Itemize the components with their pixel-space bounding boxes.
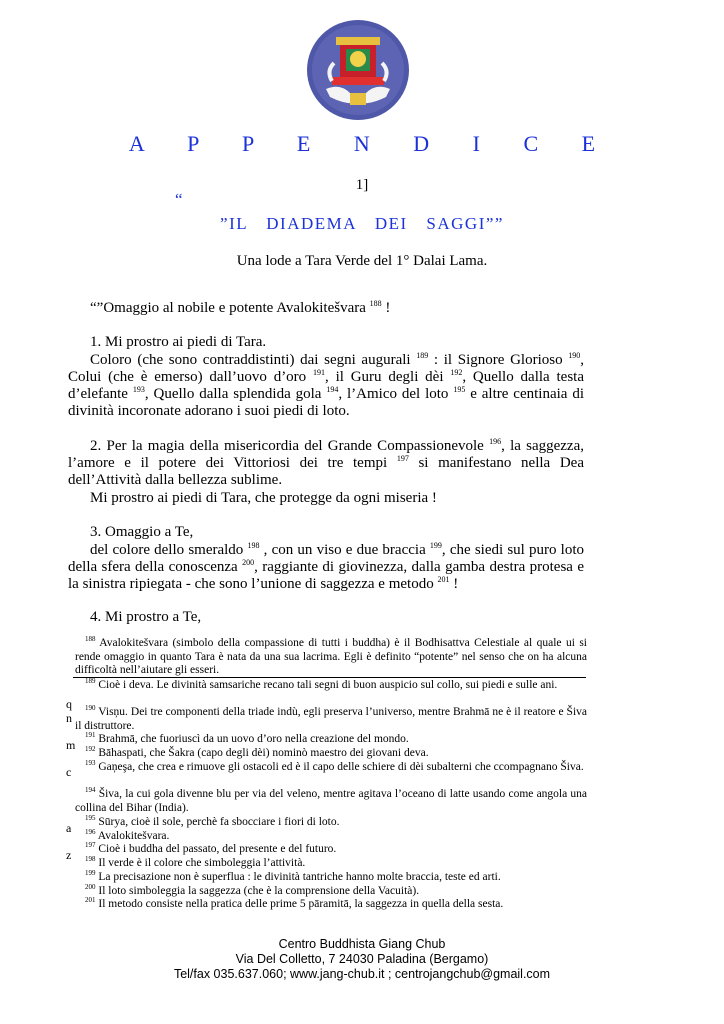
section-number: 1] [355, 177, 369, 193]
verse-1-heading: 1. Mi prostro ai piedi di Tara. [90, 334, 267, 350]
footer-org: Centro Buddhista Giang Chub [278, 937, 446, 951]
subtitle: ”IL DIADEMA DEI SAGGI”” [220, 214, 504, 233]
verse-3-heading: 3. Omaggio a Te, [90, 524, 194, 540]
omaggio-line: “”Omaggio al nobile e potente Avalokitešvara $^{188}$ ! [90, 299, 391, 316]
footnote-199: $^{199}$ La precisazione non è superflua : le divinità tantriche hanno molte braccia, teste ed arti. [85, 869, 501, 883]
footnote-191: $^{191}$ Brahmā, che fuoriuscì da un uovo d’oro nella creazione del mondo. [85, 731, 409, 745]
footnote-189: $^{189}$ Cioè i deva. Le divinità samsariche recano tali segni di buon auspicio sul collo, sui piedi e sulle ani. [85, 677, 558, 691]
verse-3-paragraph: del colore dello smeraldo $^{198}$ , con un viso e due braccia $^{199}$, che siedi sul puro loto della sfera della conoscenza $^{200}$, raggiante di giovinezza, dalla gamba destra protesa e la sinistra ripiegata - che sono l’unione di saggezza e metodo $^{201}$ ! [68, 541, 585, 592]
footnote-201: $^{201}$ Il metodo consiste nella pratica delle prime 5 pāramitā, la saggezza in quella della sesta. [85, 896, 504, 910]
open-quote: “ [175, 190, 183, 209]
footnote-198: $^{198}$ Il verde è il colore che simboleggia l’attività. [85, 855, 306, 869]
margin-letter: z [66, 848, 72, 862]
verse-1-paragraph: Coloro (che sono contraddistinti) dai segni augurali $^{189}$ : il Signore Glorioso $^{190}$, Colui (che è emerso) dall’uovo d’oro $^{191}$, il Guru degli dèi $^{192}$, Quello dalla testa d’elefante $^{193}$, Quello dalla splendida gola $^{194}$, l’Amico del loto $^{195}$ e altre centinaia di divinità incoronate adorano i suoi piedi di loto. [68, 351, 584, 419]
page-footer [0, 937, 724, 982]
footnote-divider [73, 677, 586, 678]
footer-contacts: Tel/fax 035.637.060; www.jang-chub.it ; centrojangchub@gmail.com [173, 967, 551, 981]
footnote-193: $^{193}$ Gaņeşa, che crea e rimuove gli ostacoli ed è il capo delle schiere di dèi subalterni che ccompagnano Šiva. [85, 759, 584, 773]
margin-letter: a [66, 821, 72, 835]
footnote-190: $^{190}$ Visņu. Dei tre componenti della triade indù, egli preserva l’universo, mentre Brahmā ne è il reatore e Šiva il distruttore. [75, 704, 587, 732]
footnote-194: $^{194}$ Šiva, la cui gola divenne blu per via del veleno, mentre agitava l’oceano di latte usando come angola una collina del Bihar (India). [75, 786, 588, 814]
margin-letter: m [66, 738, 76, 752]
margin-letter: c [66, 765, 72, 779]
verse-4-heading: 4. Mi prostro a Te, [90, 609, 202, 625]
footer-address: Via Del Colletto, 7 24030 Paladina (Bergamo) [235, 952, 489, 966]
footnote-188: $^{188}$ Avalokitešvara (simbolo della compassione di tutti i buddha) è il Bodhisattva Celestiale al quale ui si rende omaggio in quanto Tara è nata da una sua lacrima. Egli è definito “potente” nel senso che on ha alcuna difficoltà nell’aiutare gli esseri. [75, 635, 587, 676]
margin-letter: q [66, 697, 72, 711]
footnote-200: $^{200}$ Il loto simboleggia la saggezza (che è la comprensione della Vacuità). [85, 883, 420, 897]
footnote-197: $^{197}$ Cioè i buddha del passato, del presente e del futuro. [85, 841, 337, 855]
emblem-logo-icon [306, 19, 410, 121]
footnote-196: $^{196}$ Avalokitešvara. [85, 828, 170, 842]
verse-2-closing: Mi prostro ai piedi di Tara, che protegge da ogni miseria ! [90, 490, 437, 506]
lode-line: Una lode a Tara Verde del 1° Dalai Lama. [236, 253, 488, 269]
margin-letter: n [66, 711, 72, 725]
verse-2-paragraph: 2. Per la magia della misericordia del Grande Compassionevole $^{196}$, la saggezza, l’amore e il potere dei Vittoriosi dei tre tempi $^{197}$ si manifestano nella Dea dell’Attività dalla bellezza sublime. [68, 437, 584, 488]
footnote-192: $^{192}$ Bāhaspati, che Šakra (capo degli dèi) nominò maestro dei giovani deva. [85, 745, 429, 759]
page-title: A P P E N D I C E [128, 131, 615, 156]
footnote-195: $^{195}$ Sūrya, cioè il sole, perchè fa sbocciare i fiori di loto. [85, 814, 340, 828]
